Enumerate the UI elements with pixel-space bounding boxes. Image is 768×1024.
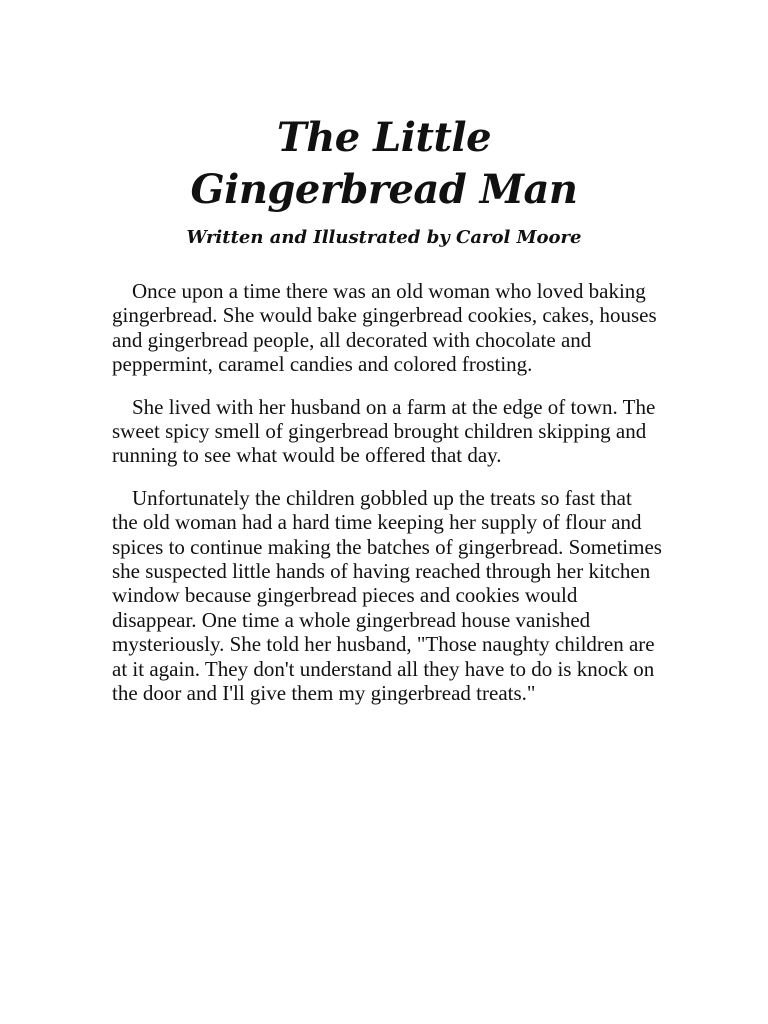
story-title (0, 112, 768, 216)
story-body (112, 279, 662, 724)
story-paragraph-1: Once upon a time there was an old woman who loved baking gingerbread. She would bake gingerbread cookies, cakes, houses and gingerbread people, all decorated with chocolate and peppermint, caramel candies and colored frosting. (112, 279, 657, 377)
author-byline: Written and Illustrated by Carol Moore (186, 227, 582, 248)
story-paragraph-2: She lived with her husband on a farm at the edge of town. The sweet spicy smell of gingerbread brought children skipping and running to see what would be offered that day. (112, 394, 656, 468)
story-title-line-2: Gingerbread Man (190, 166, 578, 213)
story-title-line-1: The Little (276, 114, 492, 161)
story-paragraph-3: Unfortunately the children gobbled up the treats so fast that the old woman had a hard time keeping her supply of flour and spices to continue making the batches of gingerbread. Sometimes she suspected little hands of having reached through her kitchen window because gingerbread pieces and cookies would disappear. One time a whole gingerbread house vanished mysteriously. She told her husband, "Those naughty children are at it again. They don't understand all they have to do is knock on the door and I'll give them my gingerbread treats." (112, 485, 662, 706)
